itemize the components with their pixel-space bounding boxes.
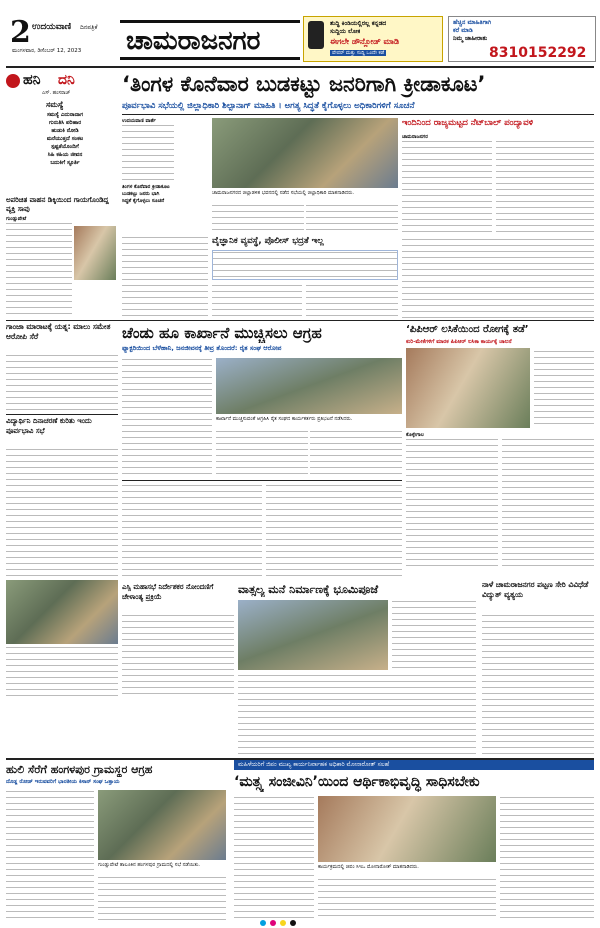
factory-body-3 — [310, 430, 402, 478]
village-body — [6, 790, 94, 920]
column-byline: ಎಸ್. ಹಂಸರಾಜ್ — [42, 90, 71, 96]
ad-contact-line: ಕರೆ ಮಾಡಿ — [453, 27, 473, 34]
fish-body-3 — [500, 796, 594, 920]
ad-app-line: ಶುದ್ಧಿ ಕಿಂಡಿಯಲ್ಲಿರಲ್ಲ ಕನ್ನಡದ — [330, 20, 387, 27]
fish-body-2 — [318, 878, 496, 920]
ad-app — [303, 16, 443, 62]
vidyarthi-photo — [6, 580, 118, 644]
house-headline: ವಾತ್ಸಲ್ಯ ಮನೆ ನಿರ್ಮಾಣಕ್ಕೆ ಭೂಮಿಪೂಜೆ — [238, 583, 379, 596]
cyan-dot-icon — [260, 920, 266, 926]
village-headline: ಹುಲಿ ಸೆರೆಗೆ ಹಂಗಳಪುರ ಗ್ರಾಮಸ್ಥರ ಆಗ್ರಹ — [6, 763, 153, 776]
fish-kicker: ಮಹಿಳೆಯರಿಗೆ ಜಿಪಂ ಮುಖ್ಯ ಕಾರ್ಯನಿರ್ವಾಹಕ ಅಧಿಕಾರಿ ಮೋನಾರೋತ್ ಸಲಹೆ — [234, 760, 594, 770]
left-filler — [6, 514, 118, 578]
section-title: ಚಾಮರಾಜನಗರ — [126, 26, 261, 56]
poem-line: ಬದುಕಿಗೆ ಸ್ಫೂರ್ತಿ — [50, 160, 80, 166]
ppr-body — [406, 438, 498, 568]
house-photo — [238, 600, 388, 670]
edition-tag: ದಿನಪತ್ರಿಕೆ — [80, 24, 98, 31]
accident-body — [6, 222, 72, 316]
village-caption: ಗುಂಡ್ಲುಪೇಟೆ ತಾಲೂಕಿನ ಹಂಗಳಪುರ ಗ್ರಾಮದಲ್ಲಿ ಸಭೆ ನಡೆಯಿತು. — [98, 862, 201, 868]
ganja-headline: ಗಾಂಜಾ ಮಾರಾಟಕ್ಕೆ ಯತ್ನ: ಮಾಲು ಸಮೇತ ಆರೋಪಿ ಸೆರೆ — [6, 322, 111, 341]
yellow-dot-icon — [280, 920, 286, 926]
factory-caption: ಕಾರ್ಖಾನೆ ಮುಚ್ಚಿಸುವಂತೆ ಆಗ್ರಹಿಸಿ ರೈತ ಸಂಘದ ಕಾರ್ಯಕರ್ತರು ಪ್ರತಿಭಟನೆ ನಡೆಸಿದರು. — [216, 416, 353, 422]
factory-continue-2 — [266, 484, 402, 578]
ad-contact-line: ನಿಮ್ಮ ಜಾಹೀರಾತು — [453, 35, 488, 42]
lead-headline: ‘ತಿಂಗಳ ಕೊನೆವಾರ ಬುಡಕಟ್ಟು ಜನರಿಗಾಗಿ ಕ್ರೀಡಾಕೂಟ’ — [122, 72, 486, 96]
divider — [122, 480, 402, 481]
logo-word: ಹನಿ — [23, 72, 41, 88]
divider — [6, 414, 118, 415]
factory-subhead: ಫ್ಯಾಕ್ಟರಿಯಿಂದ ಬೆಳೆಹಾನಿ, ಜನಜೀವನಕ್ಕೆ ತೀವ್ರ ತೊಂದರೆ: ರೈತ ಸಂಘ ಆರೋಪ — [122, 344, 282, 352]
hostel-headline: ಎಸ್ಸಿ ಮಹಾಸಭೆ ನಿರ್ದೇಶಕರ ನೋಂದಣಿಗೆ ಚೇಳಾಂತ್ಯ ಪ್ರಕ್ರಿಯೆ — [122, 583, 214, 601]
poem-body — [20, 111, 110, 167]
ad-contact-phone: 8310152292 — [489, 45, 587, 61]
poem-line: ಸಿಹಿ ಕಹಿಯ ಜೀವನ — [47, 152, 83, 158]
lead-subhead: ಪೂರ್ವಭಾವಿ ಸಭೆಯಲ್ಲಿ ಜಿಲ್ಲಾಧಿಕಾರಿ ಶಿಲ್ಪಾನಾಗ್ ಮಾಹಿತಿ । ಅಗತ್ಯ ಸಿದ್ಧತೆ ಕೈಗೊಳ್ಳಲು ಅಧಿಕಾರಿಗಳಿಗೆ ಸೂಚನೆ — [122, 101, 415, 111]
house-body — [238, 674, 476, 754]
ppr-photo — [406, 348, 530, 428]
village-body-2 — [98, 876, 226, 920]
poem-line: ಹುಡುಕಿ ನೋಡಿ — [51, 128, 79, 134]
police-box — [212, 250, 398, 280]
page-number: 2 — [10, 15, 31, 50]
police-body — [212, 284, 302, 318]
lead-body-2 — [212, 204, 304, 232]
phone-icon — [308, 21, 324, 49]
registration-marks — [260, 920, 340, 926]
logo-word: ದನಿ — [58, 72, 75, 88]
ppr-byline: ಕೊಳ್ಳೇಗಾಲ — [406, 432, 425, 438]
lead-byline: ಉದಯವಾಣಿ ವಾರ್ತೆ — [122, 118, 156, 124]
hani-dani-box — [6, 72, 116, 192]
highlight-item: ಸಿದ್ಧತೆ ಕೈಗೊಳ್ಳಲು ಸೂಚನೆ — [122, 198, 165, 204]
poem-line: ಮರೆಯುತ್ತದೆ ಸಂಕಟ — [46, 136, 84, 142]
poem-title: ಸಮಸ್ಯೆ — [46, 100, 64, 109]
hostel-body — [122, 614, 234, 698]
accident-byline: ಗುಂಡ್ಲುಪೇಟೆ — [6, 216, 27, 222]
power-headline: ನಾಳೆ ಚಾಮರಾಜನಗರ ಪಟ್ಟಣ ಸೇರಿ ವಿವಿಧೆಡೆ ವಿದ್ಯುತ್ ವ್ಯತ್ಯಯ — [482, 580, 589, 599]
lead-highlights — [122, 184, 210, 214]
section-banner — [120, 20, 300, 60]
date-line: ಮಂಗಳವಾರ, ಡಿಸೆಂಬರ್ 12, 2023 — [12, 48, 82, 54]
masthead-rule — [6, 66, 594, 68]
divider — [122, 114, 594, 115]
vidyarthi-headline: ವಿದ್ಯಾರ್ಥಿನಿ ದಿನಾಚರಣೆ ಕುರಿತು ಇಂದು ಪೂರ್ವಭಾವಿ ಸಭೆ — [6, 417, 92, 435]
factory-body-2 — [216, 430, 308, 478]
black-dot-icon — [290, 920, 296, 926]
paper-name: ಉದಯವಾಣಿ — [32, 22, 72, 32]
power-body — [482, 614, 594, 754]
netball-body — [402, 140, 492, 234]
ad-app-bottom: ಪೇಪರ್ ಮತ್ತು ಸುದ್ದಿ ಒಂದೇ ಕಡೆ — [332, 50, 385, 56]
lead-body-3 — [306, 204, 398, 232]
ppr-body-2 — [502, 438, 594, 568]
fish-photo — [318, 796, 496, 862]
ad-app-line: ಈಗಲೇ ಡೌನ್ಲೋಡ್ ಮಾಡಿ — [330, 37, 400, 46]
poem-line: ಸಮಸ್ಯೆ ಎದುರಾದಾಗ — [46, 112, 84, 118]
fish-caption: ಕಾರ್ಯಕ್ರಮದಲ್ಲಿ ಜಿಪಂ ಸಿಇಒ ಮೋನಾರೋತ್ ಮಾತನಾಡಿದರು. — [318, 864, 419, 870]
village-subhead: ದೊಡ್ಡ ರೋಡ್ ಇರುವವರಿಗೆ ಭಾರತೀಯ ಕಿಸಾನ್ ಸಂಘ ಒತ್ತಾಯ — [6, 779, 120, 785]
police-headline: ವೈಜ್ಞಾನಿಕ ವ್ಯವಸ್ಥೆ, ಪೊಲೀಸ್ ಭದ್ರತೆ ಇಲ್ಲ — [212, 236, 324, 246]
lead-continue — [122, 236, 208, 318]
house-side — [392, 600, 476, 670]
ppr-side — [534, 350, 594, 428]
factory-continue — [122, 484, 262, 578]
netball-headline: ಇಂದಿನಿಂದ ರಾಜ್ಯಮಟ್ಟದ ನೆಟ್‌ಬಾಲ್ ಪಂದ್ಯಾವಳಿ — [402, 118, 534, 128]
fish-headline: ‘ಮತ್ಸ್ಯ ಸಂಜೀವಿನಿ’ಯಿಂದ ಆರ್ಥಿಕಾಭಿವೃದ್ಧಿ ಸಾಧಿಸಬೇಕು — [234, 774, 480, 790]
factory-body — [122, 358, 212, 478]
divider — [6, 320, 594, 321]
poem-line: ಸ್ಪಷ್ಟತೆಯೊಂದಿಗೆ — [51, 144, 79, 150]
ad-app-line: ಸುದ್ದಿಯ ಲೋಕ — [330, 28, 361, 35]
highlight-item: ಬುಡಕಟ್ಟು ಜನರು ಭಾಗಿ — [122, 191, 160, 197]
vidyarthi-caption — [6, 646, 118, 698]
lead-body — [122, 124, 174, 182]
ppr-headline: ‘ಪಿಪಿಆರ್ ಲಸಿಕೆಯಿಂದ ರೋಗಕ್ಕೆ ತಡೆ’ — [406, 324, 529, 335]
right-continue — [402, 238, 594, 318]
vidyarthi-body — [6, 448, 118, 512]
factory-photo — [216, 358, 402, 414]
fish-body — [234, 796, 314, 920]
factory-headline: ಚೆಂಡು ಹೂ ಕಾರ್ಖಾನೆ ಮುಚ್ಚಿಸಲು ಆಗ್ರಹ — [122, 324, 322, 342]
lead-caption: ಚಾಮರಾಜನಗರದ ಜಿಲ್ಲಾಡಳಿತ ಭವನದಲ್ಲಿ ನಡೆದ ಸಭೆಯಲ್ಲಿ ಜಿಲ್ಲಾಧಿಕಾರಿ ಮಾತನಾಡಿದರು. — [212, 190, 354, 196]
poem-line: ಗುರುತಿಸಿ ಪರಿಹಾರ — [48, 120, 82, 126]
highlight-item: ತಿಂಗಳ ಕೊನೆವಾರ ಕ್ರೀಡಾಕೂಟ — [122, 184, 170, 190]
masthead — [0, 0, 600, 64]
accident-headline: ಅಪರಿಚಿತ ವಾಹನ ಡಿಕ್ಕಿಯಿಂದ ಗಾಯಗೊಂಡಿದ್ದ ವ್ಯಕ್ತಿ ಸಾವು — [6, 196, 109, 213]
logo-circle-icon — [6, 74, 20, 88]
ad-contact — [448, 16, 596, 62]
ppr-subhead: ಕುರಿ-ಮೇಕೆಗಳಿಗೆ ಮಾರಕ ಪಿಪಿಆರ್ ಲಸಿಕಾ ಕಾರ್ಯಕ್ಕೆ ಚಾಲನೆ — [406, 339, 512, 345]
ganja-body — [6, 354, 118, 412]
netball-body-2 — [496, 140, 594, 234]
accident-photo — [74, 226, 116, 280]
lead-photo — [212, 118, 398, 188]
ad-contact-line: ಹೆಚ್ಚಿನ ಮಾಹಿತಿಗಾಗಿ — [453, 19, 492, 26]
village-photo — [98, 790, 226, 860]
netball-byline: ಚಾಮರಾಜನಗರ — [402, 134, 428, 140]
police-body-2 — [306, 284, 398, 318]
magenta-dot-icon — [270, 920, 276, 926]
